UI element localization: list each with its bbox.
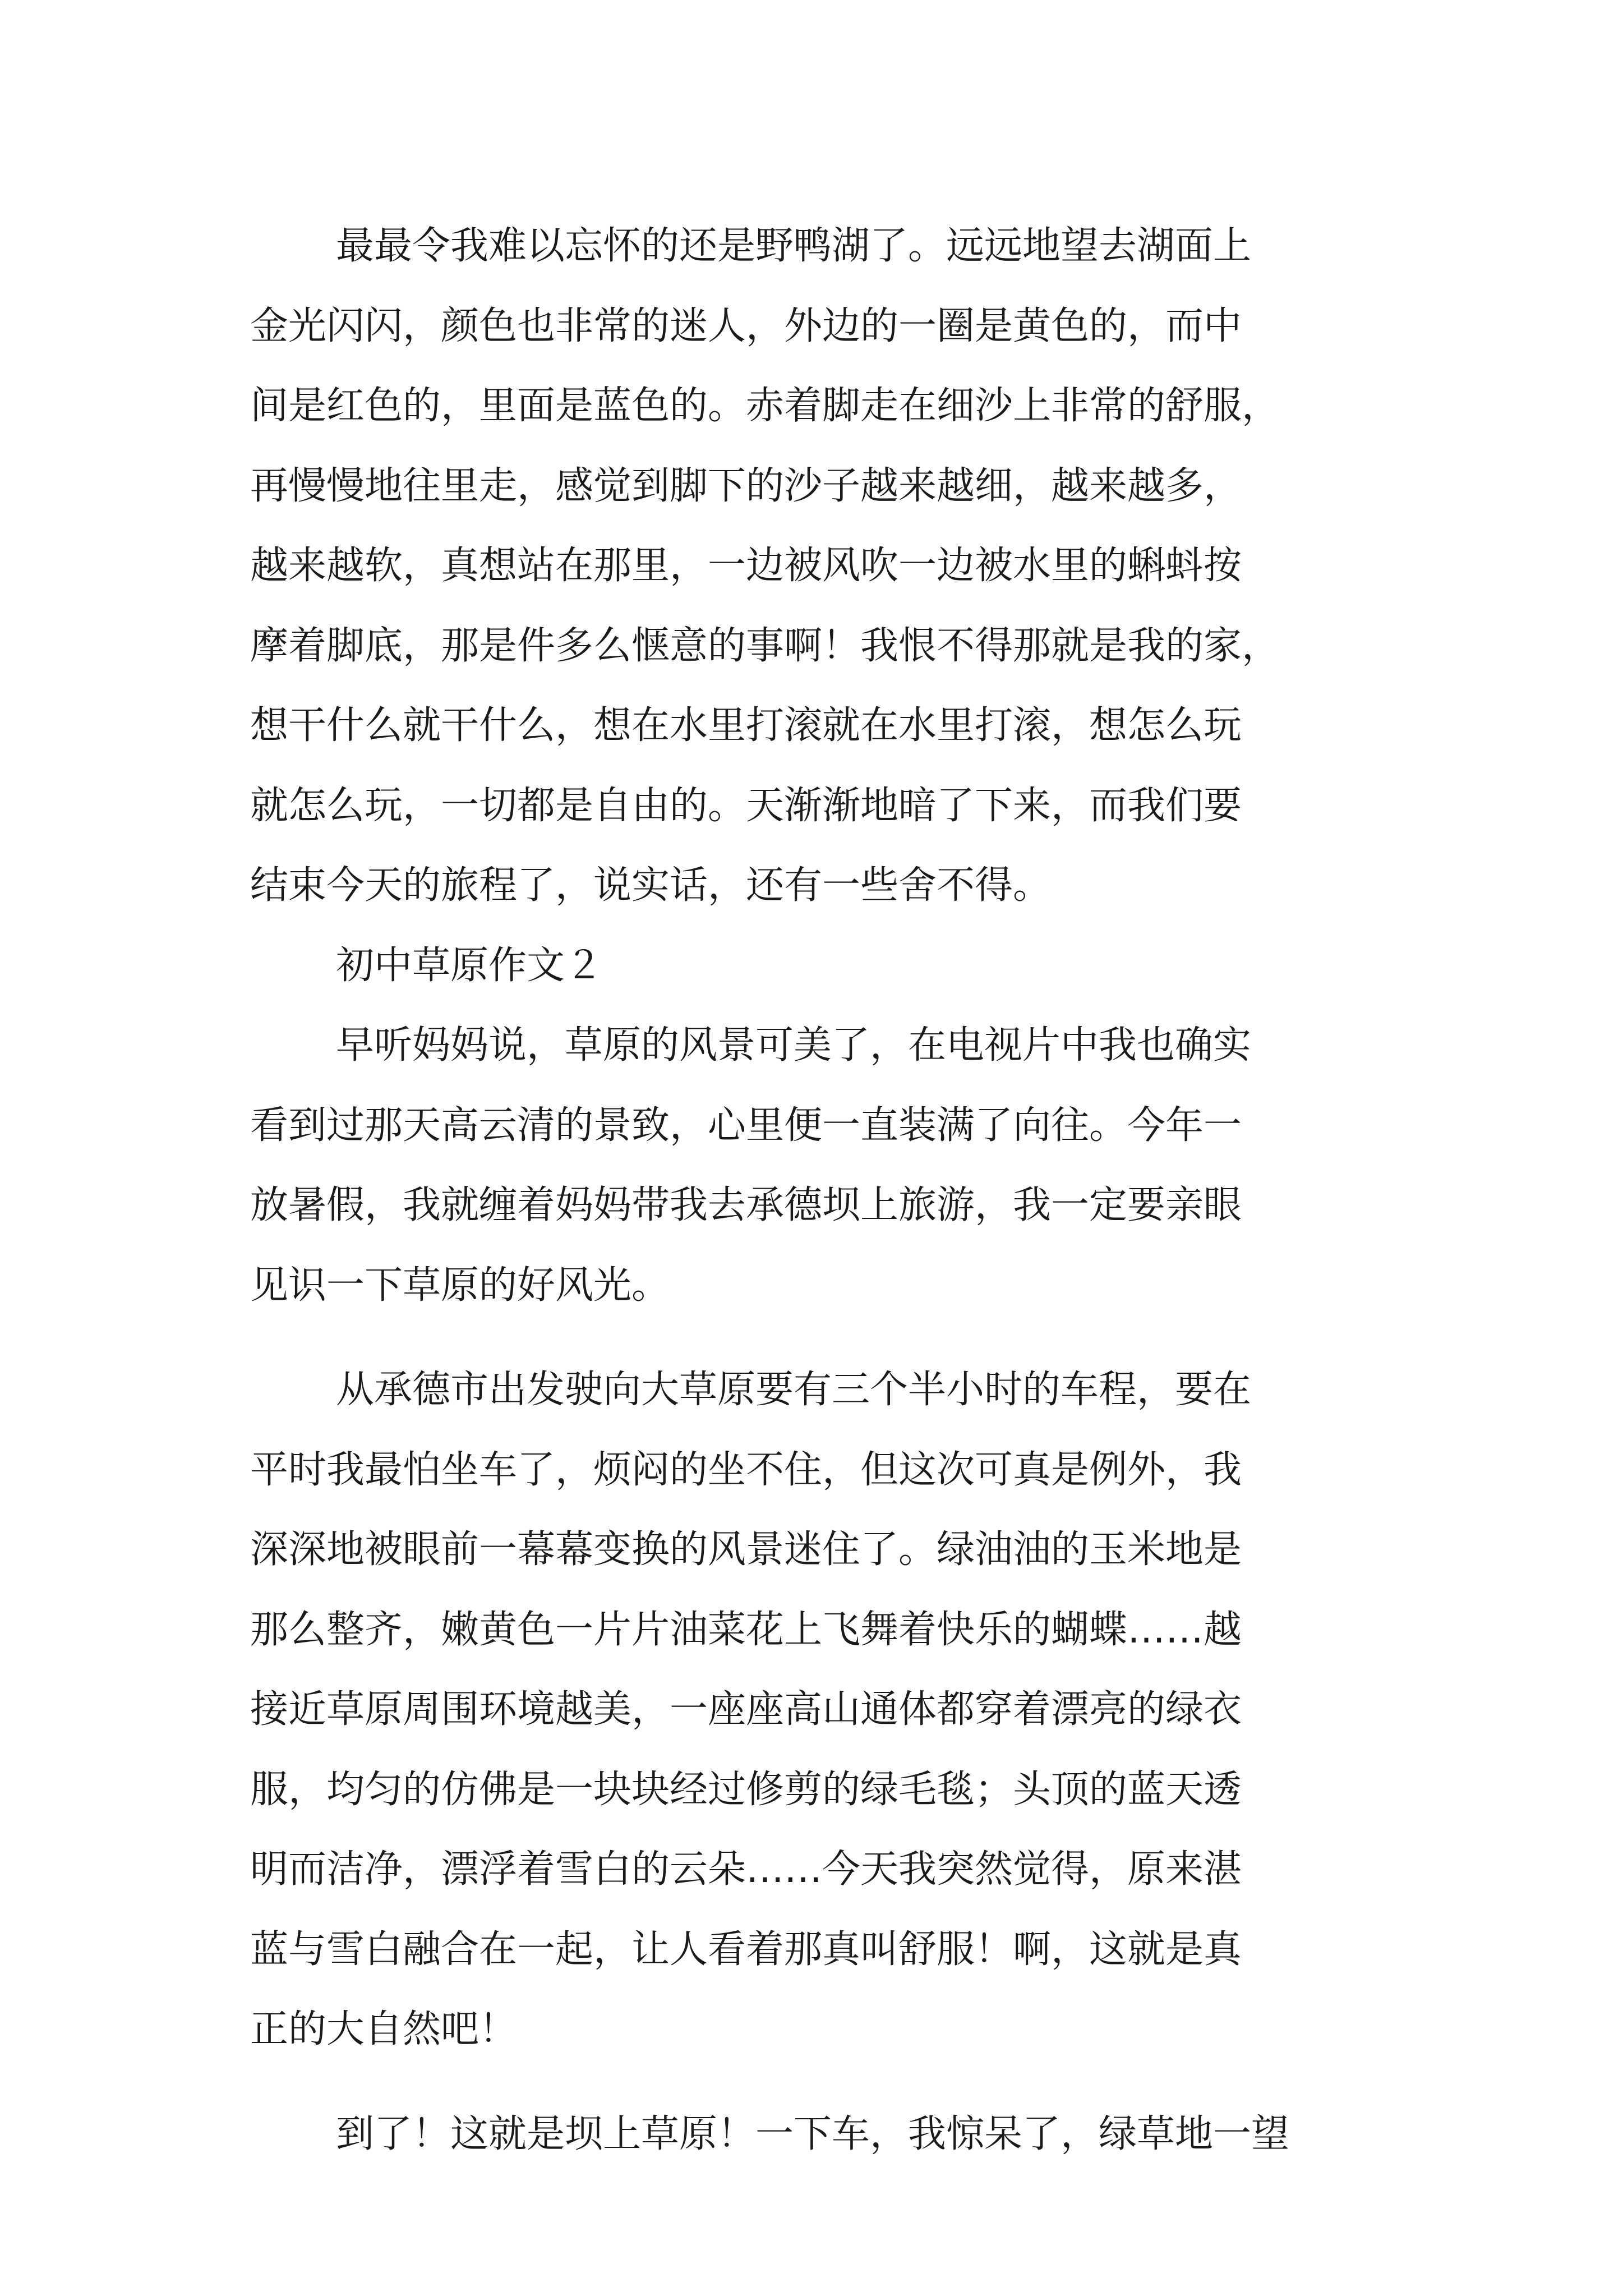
text-line: 正的大自然吧！ xyxy=(250,2007,518,2051)
paragraph-wild-duck-lake xyxy=(250,206,1394,926)
paragraph-arrival xyxy=(250,2095,1394,2175)
text-line: 从承德市出发驶向大草原要有三个半小时的车程，要在 xyxy=(336,1368,1252,1412)
text-line: 看到过那天高云清的景致，心里便一直装满了向往。今年一 xyxy=(250,1103,1242,1148)
text-line: 摩着脚底，那是件多么惬意的事啊！我恨不得那就是我的家， xyxy=(250,623,1280,668)
text-line: 想干什么就干什么，想在水里打滚就在水里打滚，想怎么玩 xyxy=(250,703,1242,748)
text-line: 金光闪闪，颜色也非常的迷人，外边的一圈是黄色的，而中 xyxy=(250,303,1242,348)
text-line: 见识一下草原的好风光。 xyxy=(250,1263,670,1308)
text-line: 接近草原周围环境越美，一座座高山通体都穿着漂亮的绿衣 xyxy=(250,1687,1242,1732)
text-line: 间是红色的，里面是蓝色的。赤着脚走在细沙上非常的舒服， xyxy=(250,384,1280,428)
text-line: 明而洁净，漂浮着雪白的云朵……今天我突然觉得，原来湛 xyxy=(250,1847,1242,1892)
paragraph-longing-for-grassland xyxy=(250,1006,1394,1326)
text-line: 放暑假，我就缠着妈妈带我去承德坝上旅游，我一定要亲眼 xyxy=(250,1183,1242,1227)
text-line: 那么整齐，嫩黄色一片片油菜花上飞舞着快乐的蝴蝶……越 xyxy=(250,1607,1242,1652)
text-line: 再慢慢地往里走，感觉到脚下的沙子越来越细，越来越多， xyxy=(250,463,1242,508)
text-line: 深深地被眼前一幕幕变换的风景迷住了。绿油油的玉米地是 xyxy=(250,1527,1242,1572)
text-line: 蓝与雪白融合在一起，让人看着那真叫舒服！啊，这就是真 xyxy=(250,1927,1242,1972)
text-line: 结束今天的旅程了，说实话，还有一些舍不得。 xyxy=(250,863,1052,908)
text-line: 早听妈妈说，草原的风景可美了，在电视片中我也确实 xyxy=(336,1023,1252,1068)
text-line: 到了！这就是坝上草原！一下车，我惊呆了，绿草地一望 xyxy=(336,2111,1290,2156)
text-column xyxy=(250,206,1394,2174)
paragraph-gap xyxy=(250,1326,1394,1350)
text-line: 就怎么玩，一切都是自由的。天渐渐地暗了下来，而我们要 xyxy=(250,783,1242,828)
paragraph-journey-scenery xyxy=(250,1350,1394,2070)
paragraph-gap xyxy=(250,2070,1394,2095)
text-line: 越来越软，真想站在那里，一边被风吹一边被水里的蝌蚪按 xyxy=(250,544,1242,588)
section-heading: 初中草原作文２ xyxy=(336,943,603,988)
text-line: 最最令我难以忘怀的还是野鸭湖了。远远地望去湖面上 xyxy=(336,224,1252,268)
text-line: 平时我最怕坐车了，烦闷的坐不住，但这次可真是例外，我 xyxy=(250,1447,1242,1492)
text-line: 服，均匀的仿佛是一块块经过修剪的绿毛毯；头顶的蓝天透 xyxy=(250,1767,1242,1812)
